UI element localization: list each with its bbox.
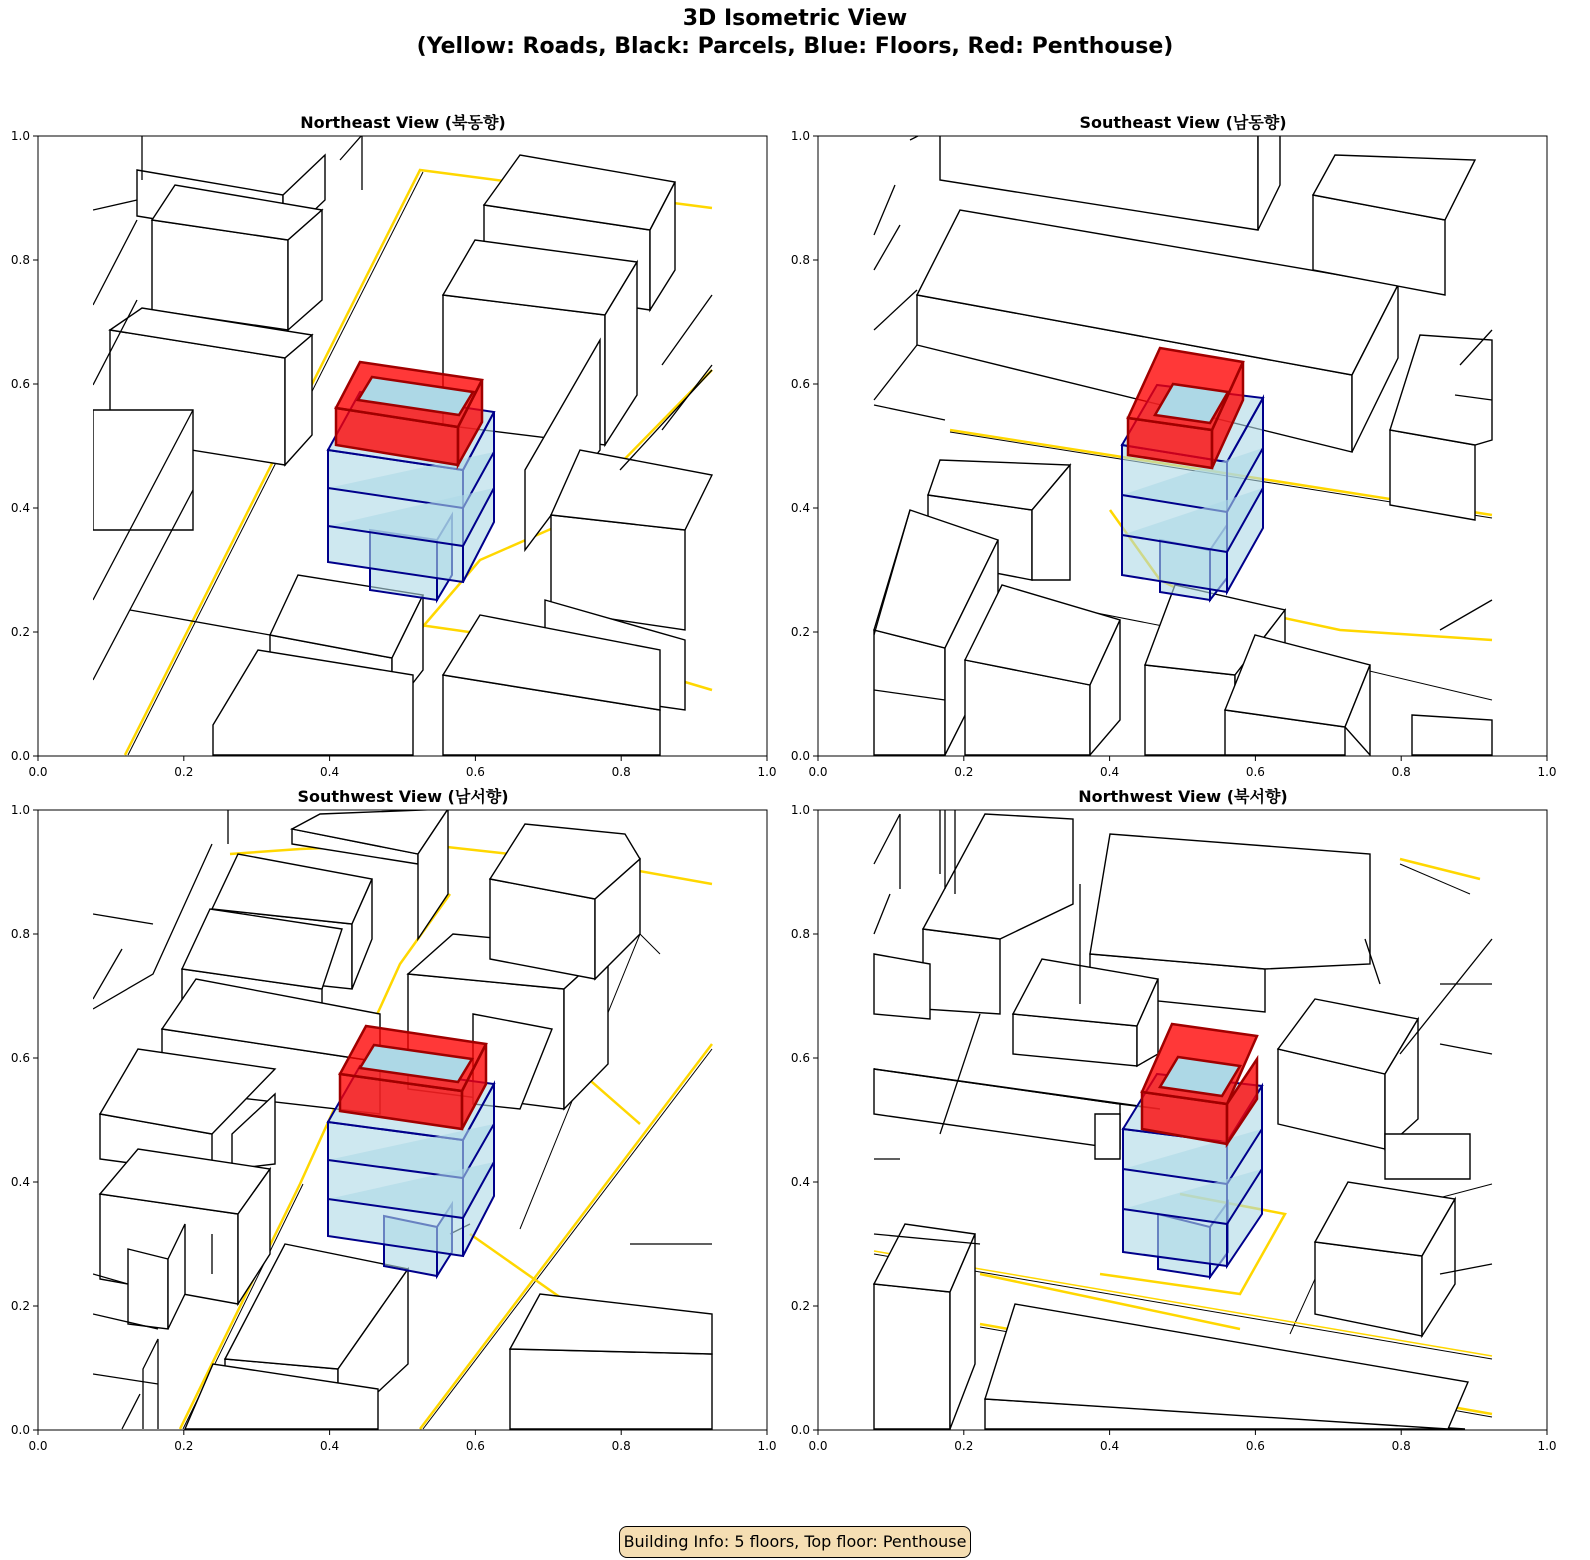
y-tick-label: 1.0 <box>790 130 810 143</box>
x-tick-label: 0.2 <box>954 1439 974 1453</box>
x-tick-label: 1.0 <box>1537 1439 1557 1453</box>
x-tick-label: 0.8 <box>1391 765 1411 779</box>
y-tick-label: 0.6 <box>10 1051 30 1065</box>
y-tick-label: 0.0 <box>790 1423 810 1437</box>
plot-southwest <box>0 804 790 1454</box>
panel-title-northeast: Northeast View (북동향) <box>300 113 506 132</box>
y-tick-label: 0.4 <box>790 1175 810 1189</box>
x-tick-label: 0.0 <box>808 1439 828 1453</box>
y-tick-label: 0.0 <box>790 749 810 763</box>
panel-title-southeast: Southeast View (남동향) <box>1079 113 1287 132</box>
x-tick-label: 0.4 <box>1100 765 1120 779</box>
x-tick-label: 0.0 <box>28 1439 48 1453</box>
penthouse-volume <box>336 362 482 465</box>
x-tick-label: 0.4 <box>320 765 340 779</box>
y-tick-label: 1.0 <box>10 130 30 143</box>
x-tick-label: 1.0 <box>1537 765 1557 779</box>
y-tick-label: 0.2 <box>10 625 30 639</box>
x-tick-label: 0.8 <box>611 765 631 779</box>
x-tick-label: 0.4 <box>1100 1439 1120 1453</box>
y-tick-label: 1.0 <box>10 804 30 817</box>
y-tick-label: 0.8 <box>10 253 30 267</box>
y-tick-label: 0.0 <box>10 749 30 763</box>
figure-subtitle: (Yellow: Roads, Black: Parcels, Blue: Floors, Red: Penthouse) <box>416 34 1174 59</box>
x-tick-label: 0.2 <box>954 765 974 779</box>
plot-southeast <box>780 130 1570 780</box>
x-tick-label: 1.0 <box>757 1439 777 1453</box>
y-tick-label: 0.8 <box>790 927 810 941</box>
x-tick-label: 0.2 <box>174 765 194 779</box>
x-tick-label: 0.8 <box>1391 1439 1411 1453</box>
x-tick-label: 0.6 <box>465 765 485 779</box>
x-tick-label: 0.2 <box>174 1439 194 1453</box>
y-tick-label: 0.0 <box>10 1423 30 1437</box>
figure-title: 3D Isometric View <box>682 6 908 31</box>
y-tick-label: 0.6 <box>790 377 810 391</box>
y-tick-label: 0.8 <box>10 927 30 941</box>
panel-title-southwest: Southwest View (남서향) <box>297 787 509 806</box>
y-tick-label: 0.4 <box>10 501 30 515</box>
y-tick-label: 1.0 <box>790 804 810 817</box>
y-tick-label: 0.4 <box>10 1175 30 1189</box>
plot-northeast <box>0 130 790 780</box>
plot-northwest <box>780 804 1570 1454</box>
x-tick-label: 1.0 <box>757 765 777 779</box>
building-info-box: Building Info: 5 floors, Top floor: Penthouse <box>619 1526 971 1558</box>
y-tick-label: 0.6 <box>790 1051 810 1065</box>
y-tick-label: 0.4 <box>790 501 810 515</box>
y-tick-label: 0.2 <box>790 625 810 639</box>
panel-title-northwest: Northwest View (북서향) <box>1078 787 1288 806</box>
y-tick-label: 0.2 <box>10 1299 30 1313</box>
x-tick-label: 0.0 <box>808 765 828 779</box>
x-tick-label: 0.0 <box>28 765 48 779</box>
x-tick-label: 0.6 <box>1245 1439 1265 1453</box>
x-tick-label: 0.6 <box>1245 765 1265 779</box>
y-tick-label: 0.6 <box>10 377 30 391</box>
y-tick-label: 0.2 <box>790 1299 810 1313</box>
penthouse-volume <box>340 1026 486 1129</box>
y-tick-label: 0.8 <box>790 253 810 267</box>
x-tick-label: 0.4 <box>320 1439 340 1453</box>
x-tick-label: 0.8 <box>611 1439 631 1453</box>
penthouse-volume <box>1142 1024 1257 1144</box>
x-tick-label: 0.6 <box>465 1439 485 1453</box>
